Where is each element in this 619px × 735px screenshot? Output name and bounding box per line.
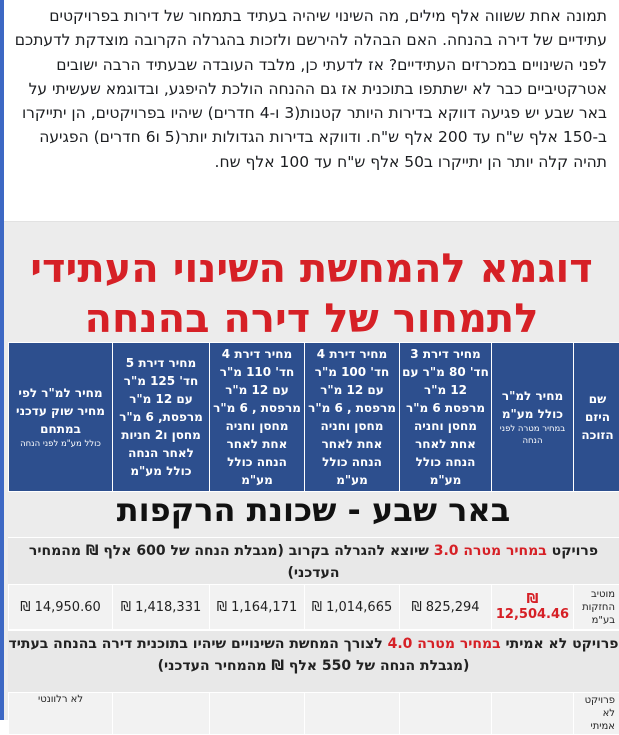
header-5room-price: מחיר דירת 5 חד' 125 מ"ר עם 12 מ"ר מרפסת, 6 מ"ר מחסן ו2 חניות לאחר הנחה כולל מע"מ: [113, 343, 210, 492]
target-price-4-0: במחיר מטרה 4.0: [388, 636, 501, 652]
row3-not-relevant: לא רלוונטי: [9, 693, 113, 735]
value-price-per-sqm: ₪ 12,504.46: [492, 585, 574, 630]
project-row-4-0: פרויקט לא אמיתי במחיר מטרה 4.0 לצורך המחשת השינויים שיהיו בתוכנית דירה בהנחה בעתיד (מגבלת הנחה של 550 אלף ₪ מהמחיר העדכני): [8, 630, 619, 693]
row3-label: פרויקט לא אמיתי: [574, 693, 619, 735]
value-4room-100: ₪ 1,014,665: [305, 585, 400, 630]
values-row-3-0: [8, 584, 619, 630]
value-4room-110: ₪ 1,164,171: [210, 585, 305, 630]
value-5room: ₪ 1,418,331: [113, 585, 210, 630]
header-4room-100-price: מחיר דירת 4 חד' 100 מ"ר עם 12 מ"ר מרפסת , 6 מ"ר מחסן וחניה אחת לאחר הנחה כולל מע"מ: [305, 343, 400, 492]
row3-cell: [492, 693, 574, 735]
values-row-4-0: [8, 692, 619, 735]
price-comparison-figure: [4, 222, 619, 720]
row3-cell: [113, 693, 210, 735]
header-4room-110-price: מחיר דירת 4 חד' 110 מ"ר עם 12 מ"ר מרפסת , 6 מ"ר מחסן וחניה אחת לאחר הנחה כולל מע"מ: [210, 343, 305, 492]
value-market-price: ₪ 14,950.60: [9, 585, 113, 630]
figure-title-line1: דוגמא להמחשת השינוי העתידי: [4, 244, 619, 294]
header-market-price: מחיר למ"ר לפי מחיר שוק עדכני במתחם כולל מע"מ לפני הנחה: [9, 343, 113, 492]
target-price-3-0: במחיר מטרה 3.0: [434, 543, 547, 559]
row3-cell: [210, 693, 305, 735]
figure-title: [4, 244, 619, 344]
header-price-per-sqm: מחיר למ"ר כולל מע"מ במחיר מטרה לפני הנחה: [492, 343, 574, 492]
project-row-3-0: פרויקט במחיר מטרה 3.0 שיוצא להגרלה בקרוב (מגבלת הנחה של 600 אלף ₪ מהמחיר העדכני): [8, 537, 619, 588]
value-3room: ₪ 825,294: [400, 585, 492, 630]
post-paragraph: תמונה אחת ששווה אלף מילים, מה השינוי שיהיה בעתיד בתמחור של דירות בפרויקטים עתידיים של דירה בהנחה. האם הבהלה להירשם ולזכות בהגרלה הקרובה מוצדקת לדעתכם לפני השינויים במכרזים העתידיים? אז לדעתי כן, מלבד העובדה שבעתיד הרבה ישובים אטרקטיביים כבר לא ישתתפו בתוכנית אז גם ההנחה הולכת להיפגע, ובדוגמא שעשיתי על באר שבע יש פגיעה דווקא בדירות היותר קטנות(3 ו-4 חדרים) שיהיו בפרויקטים, הן יתייקרו ב-150 אלף ש"ח עד 200 אלף ש"ח. ודווקא בדירות הגדולות יותר(5 ו6 חדרים) הפגיעה תהיה קלה יותר הן יתייקרו ב50 אלף ש"ח עד 100 אלף שח.: [14, 4, 607, 174]
header-row: [8, 342, 619, 492]
city-title: באר שבע - שכונת הרקפות: [8, 485, 619, 535]
header-developer: שם היזם הזוכה: [574, 343, 619, 492]
row3-cell: [400, 693, 492, 735]
figure-title-line2: לתמחור של דירה בהנחה: [4, 294, 619, 344]
header-3room-price: מחיר דירת 3 חד' 80 מ"ר עם 12 מ"ר מרפסת 6 מ"ר מחסן וחניה אחת לאחר הנחה כולל מע"מ: [400, 343, 492, 492]
developer-name: מוטיב החזקות בע"מ: [574, 585, 619, 630]
row3-cell: [305, 693, 400, 735]
